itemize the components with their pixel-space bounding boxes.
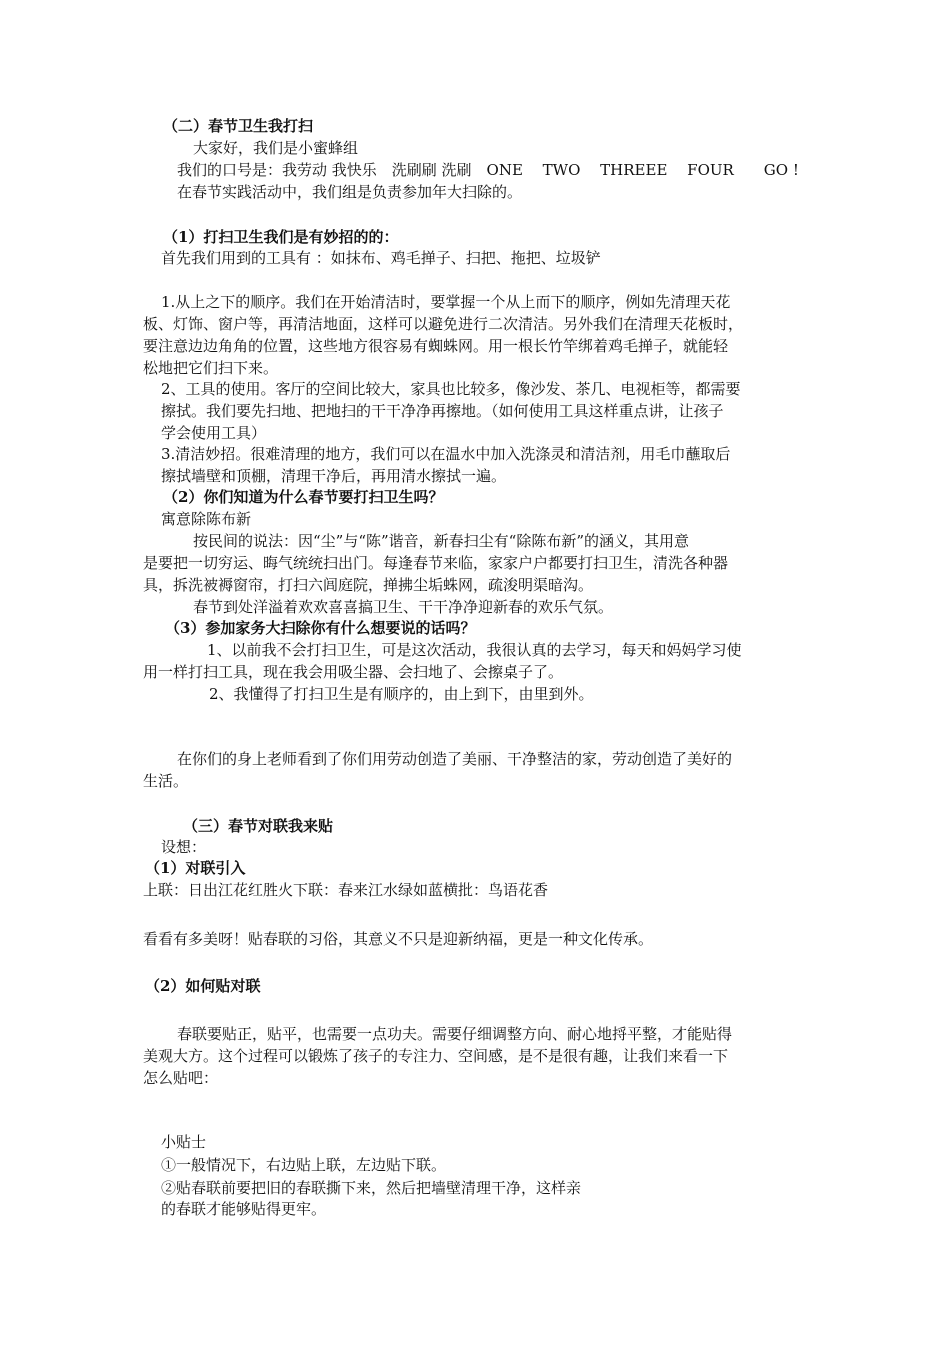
paragraph-line: 学会使用工具）	[161, 424, 267, 442]
tips-title: 小贴士	[161, 1133, 207, 1151]
paragraph-line: 春联要贴正，贴平，也需要一点功夫。需要仔细调整方向、耐心地捋平整，才能贴得	[177, 1025, 733, 1043]
paragraph-line: 寓意除陈布新	[161, 510, 252, 528]
subheading-why-clean: （2）你们知道为什么春节要打扫卫生吗？	[163, 488, 444, 506]
paragraph-line: 3.清洁妙招。很难清理的地方，我们可以在温水中加入洗涤灵和清洁剂，用毛巾蘸取后	[161, 445, 731, 463]
section-heading-couplets: （三）春节对联我来贴	[183, 817, 334, 835]
paragraph-line: 按民间的说法：因“尘”与“陈”谐音，新春扫尘有“除陈布新”的涵义，其用意	[193, 532, 690, 550]
paragraph-line: 怎么贴吧：	[143, 1069, 219, 1087]
subheading-reflections: （3）参加家务大扫除你有什么想要说的话吗？	[165, 619, 476, 637]
intro-line: 大家好，我们是小蜜蜂组	[193, 139, 359, 157]
paragraph-line: 擦拭。我们要先扫地、把地扫的干干净净再擦地。（如何使用工具这样重点讲，让孩子	[161, 402, 724, 420]
tools-line: 首先我们用到的工具有 ：如抹布、鸡毛掸子、扫把、拖把、垃圾铲	[161, 249, 601, 267]
tip-line: 的春联才能够贴得更牢。	[161, 1200, 327, 1218]
paragraph-line: 要注意边边角角的位置，这些地方很容易有蜘蛛网。用一根长竹竿绑着鸡毛掸子，就能轻	[143, 337, 729, 355]
subheading-cleaning-tips: （1）打扫卫生我们是有妙招的的：	[163, 228, 399, 246]
closing-line: 生活。	[143, 772, 189, 790]
paragraph-line: 具，拆洗被褥窗帘，打扫六闾庭院，掸拂尘垢蛛网，疏浚明渠暗沟。	[143, 576, 594, 594]
paragraph-line: 擦拭墙壁和顶棚，清理干净后，再用清水擦拭一遍。	[161, 467, 507, 485]
tip-line: ①一般情况下，右边贴上联，左边贴下联。	[161, 1156, 447, 1174]
paragraph-line: 1.从上之下的顺序。我们在开始清洁时，要掌握一个从上而下的顺序，例如先清理天花	[161, 293, 731, 311]
idea-label: 设想：	[161, 838, 207, 856]
subheading-how-to-paste: （2）如何贴对联	[145, 977, 261, 995]
paragraph-line: 用一样打扫工具，现在我会用吸尘器、会扫地了、会擦桌子了。	[143, 663, 564, 681]
paragraph-line: 春节到处洋溢着欢欢喜喜搞卫生、干干净净迎新春的欢乐气氛。	[193, 598, 614, 616]
section-heading-spring-cleaning: （二）春节卫生我打扫	[163, 117, 314, 135]
closing-line: 在你们的身上老师看到了你们用劳动创造了美丽、干净整洁的家，劳动创造了美好的	[177, 750, 733, 768]
subheading-couplet-intro: （1）对联引入	[145, 859, 246, 877]
paragraph-line: 2、我懂得了打扫卫生是有顺序的，由上到下，由里到外。	[209, 685, 594, 703]
paragraph-line: 板、灯饰、窗户等，再清洁地面，这样可以避免进行二次清洁。另外我们在清理天花板时，	[143, 315, 744, 333]
tip-line: ②贴春联前要把旧的春联撕下来，然后把墙壁清理干净，这样亲	[161, 1179, 582, 1197]
paragraph-line: 看看有多美呀！贴春联的习俗，其意义不只是迎新纳福，更是一种文化传承。	[143, 930, 654, 948]
paragraph-line: 2、工具的使用。客厅的空间比较大，家具也比较多，像沙发、茶几、电视柜等，都需要	[161, 380, 741, 398]
paragraph-line: 美观大方。这个过程可以锻炼了孩子的专注力、空间感，是不是很有趣，让我们来看一下	[143, 1047, 729, 1065]
paragraph-line: 松地把它们扫下来。	[143, 359, 279, 377]
intro-line: 在春节实践活动中，我们组是负责参加年大扫除的。	[177, 183, 523, 201]
paragraph-line: 是要把一切穷运、晦气统统扫出门。每逢春节来临，家家户户都要打扫卫生，清洗各种器	[143, 554, 729, 572]
paragraph-line: 1、以前我不会打扫卫生，可是这次活动，我很认真的去学习，每天和妈妈学习使	[207, 641, 742, 659]
intro-line: 我们的口号是：我劳动 我快乐 洗刷刷 洗刷 ONE TWO THREEE FOUR GO !	[177, 161, 799, 179]
couplet-line: 上联：日出江花红胜火下联：春来江水绿如蓝横批：鸟语花香	[143, 881, 549, 899]
